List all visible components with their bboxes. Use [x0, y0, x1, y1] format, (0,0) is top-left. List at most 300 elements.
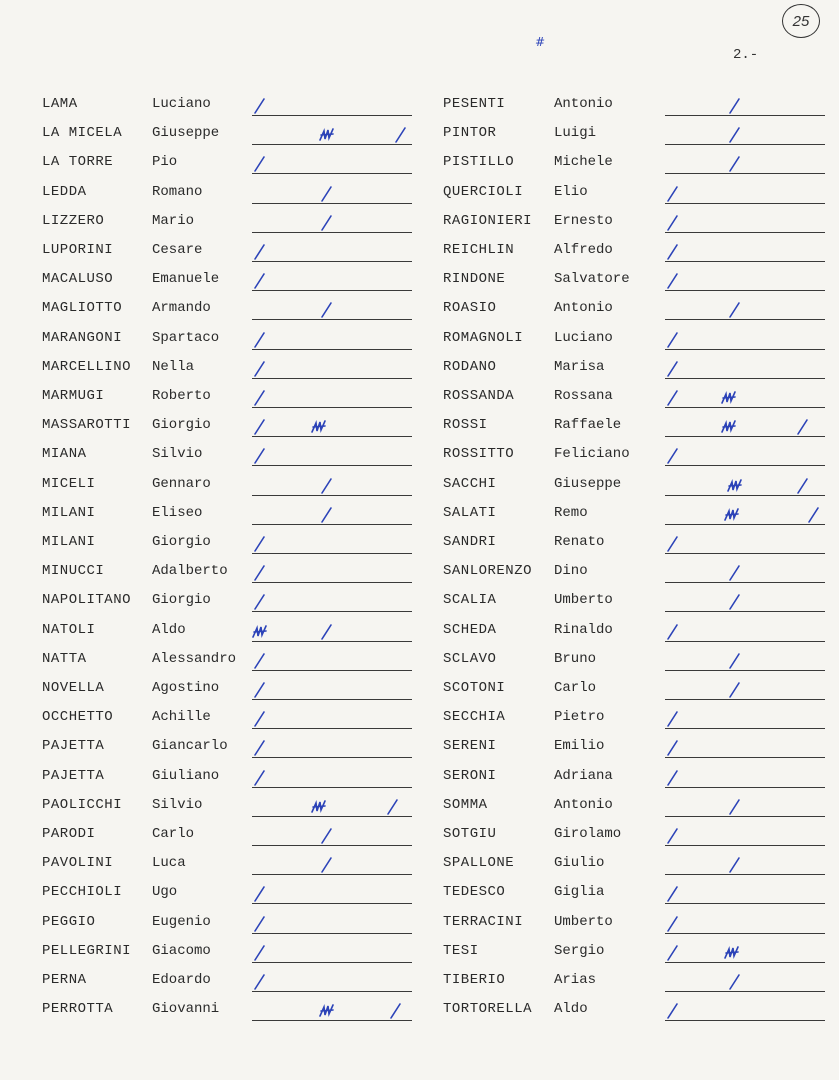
list-item — [42, 207, 442, 236]
surname: RODANO — [443, 358, 497, 375]
surname: SANLORENZO — [443, 563, 533, 580]
surname: ROASIO — [443, 300, 497, 317]
surname: SERONI — [443, 767, 497, 784]
list-item — [42, 148, 442, 177]
scribble-mark-icon — [724, 943, 740, 963]
list-item — [443, 499, 839, 528]
scribble-mark-icon — [727, 476, 743, 496]
surname: ROSSITTO — [443, 446, 515, 463]
list-item — [443, 265, 839, 294]
check-mark-icon — [252, 388, 268, 408]
given-name: Luciano — [554, 329, 613, 346]
check-mark-icon — [252, 680, 268, 700]
circled-page-number: 25 — [782, 4, 820, 38]
check-mark-icon — [319, 826, 335, 846]
list-item — [42, 265, 442, 294]
list-item — [443, 528, 839, 557]
check-mark-icon — [665, 330, 681, 350]
surname: PECCHIOLI — [42, 884, 123, 901]
signature-line — [665, 787, 825, 788]
surname: NAPOLITANO — [42, 592, 132, 609]
check-mark-icon — [727, 680, 743, 700]
surname: PAOLICCHI — [42, 796, 123, 813]
check-mark-icon — [252, 738, 268, 758]
scribble-mark-icon — [319, 125, 335, 145]
surname: SCOTONI — [443, 680, 506, 696]
scribble-mark-icon — [311, 417, 327, 437]
surname: PELLEGRINI — [42, 942, 132, 959]
signature-line — [665, 874, 825, 875]
surname: PISTILLO — [443, 154, 515, 171]
scribble-mark-icon — [252, 622, 268, 642]
signature-line — [252, 933, 412, 934]
list-item — [443, 791, 839, 820]
check-mark-icon — [252, 271, 268, 291]
check-mark-icon — [252, 330, 268, 350]
surname: PARODI — [42, 826, 96, 842]
signature-line — [252, 261, 412, 262]
signature-line — [252, 903, 412, 904]
given-name: Giuseppe — [554, 475, 622, 492]
list-item — [443, 908, 839, 937]
check-mark-icon — [727, 972, 743, 992]
given-name: Giuliano — [152, 767, 220, 784]
check-mark-icon — [727, 300, 743, 320]
check-mark-icon — [665, 184, 681, 204]
check-mark-icon — [665, 943, 681, 963]
check-mark-icon — [665, 1001, 681, 1021]
surname: SOMMA — [443, 796, 488, 813]
given-name: Antonio — [554, 796, 613, 813]
list-item — [42, 791, 442, 820]
surname: MAGLIOTTO — [42, 300, 123, 317]
check-mark-icon — [727, 855, 743, 875]
check-mark-icon — [252, 709, 268, 729]
check-mark-icon — [727, 96, 743, 116]
list-item — [443, 703, 839, 732]
given-name: Dino — [554, 563, 588, 580]
signature-line — [665, 553, 825, 554]
given-name: Sergio — [554, 942, 605, 959]
surname: MILANI — [42, 534, 96, 550]
list-item — [42, 528, 442, 557]
given-name: Feliciano — [554, 446, 630, 463]
surname: SANDRI — [443, 534, 497, 550]
list-item — [42, 908, 442, 937]
ink-note: # — [535, 35, 546, 49]
list-item — [443, 937, 839, 966]
given-name: Rinaldo — [554, 621, 613, 638]
given-name: Carlo — [152, 826, 195, 842]
signature-line — [665, 203, 825, 204]
surname: NATTA — [42, 650, 87, 667]
check-mark-icon — [665, 242, 681, 262]
check-mark-icon — [385, 797, 401, 817]
given-name: Aldo — [554, 1001, 588, 1018]
surname: LA MICELA — [42, 125, 123, 142]
list-item — [42, 499, 442, 528]
given-name: Silvio — [152, 446, 203, 463]
check-mark-icon — [388, 1001, 404, 1021]
check-mark-icon — [665, 738, 681, 758]
given-name: Salvatore — [554, 271, 630, 288]
given-name: Silvio — [152, 796, 203, 813]
surname: TERRACINI — [443, 913, 524, 930]
given-name: Edoardo — [152, 972, 211, 988]
check-mark-icon — [252, 972, 268, 992]
given-name: Arias — [554, 972, 597, 988]
given-name: Gennaro — [152, 475, 211, 492]
signature-line — [665, 1020, 825, 1021]
surname: TIBERIO — [443, 972, 506, 988]
signature-line — [665, 173, 825, 174]
surname: MARMUGI — [42, 388, 105, 404]
check-mark-icon — [795, 417, 811, 437]
surname: SECCHIA — [443, 709, 506, 726]
check-mark-icon — [665, 914, 681, 934]
check-mark-icon — [665, 213, 681, 233]
given-name: Giovanni — [152, 1001, 220, 1018]
surname: PERNA — [42, 972, 87, 988]
given-name: Carlo — [554, 680, 597, 696]
surname: TESI — [443, 942, 479, 959]
signature-line — [252, 465, 412, 466]
list-item — [443, 966, 839, 995]
list-item — [42, 995, 442, 1024]
given-name: Roberto — [152, 388, 211, 404]
given-name: Mario — [152, 212, 195, 229]
list-item — [443, 645, 839, 674]
check-mark-icon — [319, 300, 335, 320]
given-name: Cesare — [152, 242, 203, 258]
given-name: Pio — [152, 154, 178, 171]
check-mark-icon — [252, 914, 268, 934]
check-mark-icon — [252, 592, 268, 612]
list-item — [42, 294, 442, 323]
signature-line — [665, 582, 825, 583]
list-item — [42, 849, 442, 878]
signature-line — [252, 757, 412, 758]
surname: NATOLI — [42, 621, 96, 638]
signature-line — [252, 699, 412, 700]
signature-line — [252, 436, 412, 437]
surname: LA TORRE — [42, 154, 114, 171]
list-item — [42, 966, 442, 995]
signature-line — [665, 670, 825, 671]
signature-line — [665, 933, 825, 934]
signature-line — [252, 991, 412, 992]
list-item — [42, 762, 442, 791]
surname: RAGIONIERI — [443, 212, 533, 229]
signature-line — [665, 261, 825, 262]
given-name: Emilio — [554, 738, 605, 755]
check-mark-icon — [252, 563, 268, 583]
list-item — [443, 324, 839, 353]
check-mark-icon — [806, 505, 822, 525]
signature-line — [252, 407, 412, 408]
list-item — [42, 411, 442, 440]
given-name: Marisa — [554, 358, 605, 375]
signature-line — [252, 290, 412, 291]
signature-line — [665, 319, 825, 320]
check-mark-icon — [319, 184, 335, 204]
surname: SCLAVO — [443, 650, 497, 667]
signature-line — [665, 290, 825, 291]
surname: PINTOR — [443, 125, 497, 142]
given-name: Antonio — [554, 300, 613, 317]
given-name: Emanuele — [152, 271, 220, 288]
check-mark-icon — [727, 592, 743, 612]
signature-line — [252, 670, 412, 671]
given-name: Umberto — [554, 592, 613, 609]
given-name: Renato — [554, 534, 605, 550]
surname: MARCELLINO — [42, 358, 132, 375]
surname: ROSSI — [443, 417, 488, 434]
page-number: 2.- — [733, 47, 759, 63]
given-name: Armando — [152, 300, 211, 317]
given-name: Spartaco — [152, 329, 220, 346]
given-name: Rossana — [554, 388, 613, 404]
list-item — [443, 820, 839, 849]
signature-line — [665, 845, 825, 846]
surname: TORTORELLA — [443, 1001, 533, 1018]
surname: REICHLIN — [443, 242, 515, 258]
surname: SALATI — [443, 504, 497, 521]
signature-line — [665, 903, 825, 904]
check-mark-icon — [319, 622, 335, 642]
list-item — [443, 674, 839, 703]
signature-line — [252, 728, 412, 729]
surname: SCALIA — [443, 592, 497, 609]
signature-line — [252, 962, 412, 963]
surname: NOVELLA — [42, 680, 105, 696]
given-name: Giorgio — [152, 592, 211, 609]
given-name: Aldo — [152, 621, 186, 638]
check-mark-icon — [393, 125, 409, 145]
surname: MACALUSO — [42, 271, 114, 288]
signature-line — [665, 641, 825, 642]
signature-line — [252, 115, 412, 116]
surname: RINDONE — [443, 271, 506, 288]
signature-line — [665, 407, 825, 408]
given-name: Achille — [152, 709, 211, 726]
list-item — [42, 382, 442, 411]
list-item — [443, 616, 839, 645]
check-mark-icon — [665, 271, 681, 291]
surname: QUERCIOLI — [443, 183, 524, 200]
surname: MILANI — [42, 504, 96, 521]
list-item — [42, 90, 442, 119]
list-item — [42, 586, 442, 615]
list-item — [42, 703, 442, 732]
list-item — [443, 178, 839, 207]
surname: SCHEDA — [443, 621, 497, 638]
given-name: Umberto — [554, 913, 613, 930]
given-name: Agostino — [152, 680, 220, 696]
check-mark-icon — [665, 709, 681, 729]
given-name: Giancarlo — [152, 738, 228, 755]
list-item — [443, 382, 839, 411]
check-mark-icon — [252, 359, 268, 379]
list-item — [443, 294, 839, 323]
check-mark-icon — [727, 651, 743, 671]
signature-line — [665, 728, 825, 729]
given-name: Giorgio — [152, 534, 211, 550]
signature-line — [665, 962, 825, 963]
given-name: Remo — [554, 504, 588, 521]
list-item — [42, 353, 442, 382]
signature-line — [665, 991, 825, 992]
check-mark-icon — [727, 154, 743, 174]
signature-line — [252, 378, 412, 379]
given-name: Giulio — [554, 855, 605, 872]
given-name: Luciano — [152, 96, 211, 112]
surname: PAJETTA — [42, 738, 105, 755]
surname: PEGGIO — [42, 913, 96, 930]
signature-line — [252, 173, 412, 174]
surname: MICELI — [42, 475, 96, 492]
given-name: Alfredo — [554, 242, 613, 258]
signature-line — [252, 611, 412, 612]
list-item — [42, 236, 442, 265]
check-mark-icon — [727, 563, 743, 583]
list-item — [443, 762, 839, 791]
list-item — [443, 90, 839, 119]
list-item — [42, 616, 442, 645]
given-name: Luigi — [554, 125, 597, 142]
signature-line — [665, 524, 825, 525]
signature-line — [665, 115, 825, 116]
given-name: Eugenio — [152, 913, 211, 930]
signature-line — [665, 465, 825, 466]
list-item — [42, 557, 442, 586]
check-mark-icon — [252, 943, 268, 963]
check-mark-icon — [252, 446, 268, 466]
scribble-mark-icon — [319, 1001, 335, 1021]
given-name: Alessandro — [152, 650, 237, 667]
signature-line — [665, 699, 825, 700]
list-item — [42, 820, 442, 849]
list-item — [443, 207, 839, 236]
check-mark-icon — [319, 505, 335, 525]
surname: MINUCCI — [42, 563, 105, 580]
signature-line — [665, 611, 825, 612]
given-name: Adriana — [554, 767, 613, 784]
check-mark-icon — [319, 476, 335, 496]
signature-line — [665, 144, 825, 145]
scribble-mark-icon — [721, 417, 737, 437]
given-name: Luca — [152, 855, 186, 872]
given-name: Giglia — [554, 884, 605, 901]
signature-line — [252, 349, 412, 350]
list-item — [42, 878, 442, 907]
list-item — [443, 557, 839, 586]
surname: SPALLONE — [443, 855, 515, 872]
given-name: Elio — [554, 183, 588, 200]
signature-line — [665, 816, 825, 817]
surname: ROMAGNOLI — [443, 329, 524, 346]
check-mark-icon — [319, 855, 335, 875]
surname: LAMA — [42, 96, 78, 112]
check-mark-icon — [252, 154, 268, 174]
list-item — [443, 995, 839, 1024]
given-name: Nella — [152, 358, 195, 375]
surname: SOTGIU — [443, 826, 497, 842]
scribble-mark-icon — [721, 388, 737, 408]
signature-line — [252, 787, 412, 788]
check-mark-icon — [665, 446, 681, 466]
surname: MASSAROTTI — [42, 417, 132, 434]
given-name: Michele — [554, 154, 613, 171]
scribble-mark-icon — [724, 505, 740, 525]
list-item — [42, 732, 442, 761]
check-mark-icon — [665, 359, 681, 379]
surname: PESENTI — [443, 96, 506, 112]
given-name: Antonio — [554, 96, 613, 112]
signature-line — [665, 757, 825, 758]
check-mark-icon — [252, 242, 268, 262]
list-item — [443, 732, 839, 761]
check-mark-icon — [252, 534, 268, 554]
check-mark-icon — [252, 417, 268, 437]
surname: LEDDA — [42, 183, 87, 200]
given-name: Ugo — [152, 884, 178, 901]
given-name: Ernesto — [554, 212, 613, 229]
scribble-mark-icon — [311, 797, 327, 817]
list-item — [42, 440, 442, 469]
check-mark-icon — [665, 534, 681, 554]
given-name: Adalberto — [152, 563, 228, 580]
list-item — [42, 674, 442, 703]
given-name: Giacomo — [152, 942, 211, 959]
list-item — [443, 411, 839, 440]
given-name: Giuseppe — [152, 125, 220, 142]
list-item — [42, 470, 442, 499]
check-mark-icon — [795, 476, 811, 496]
surname: SERENI — [443, 738, 497, 755]
list-item — [443, 586, 839, 615]
surname: LUPORINI — [42, 242, 114, 258]
signature-line — [252, 553, 412, 554]
signature-line — [252, 582, 412, 583]
given-name: Giorgio — [152, 417, 211, 434]
surname: SACCHI — [443, 475, 497, 492]
given-name: Raffaele — [554, 417, 622, 434]
surname: MARANGONI — [42, 329, 123, 346]
list-item — [443, 119, 839, 148]
list-item — [42, 178, 442, 207]
list-item — [443, 148, 839, 177]
check-mark-icon — [252, 96, 268, 116]
list-item — [42, 645, 442, 674]
check-mark-icon — [727, 125, 743, 145]
surname: MIANA — [42, 446, 87, 463]
check-mark-icon — [252, 651, 268, 671]
list-item — [42, 119, 442, 148]
check-mark-icon — [252, 884, 268, 904]
list-item — [443, 849, 839, 878]
surname: ROSSANDA — [443, 388, 515, 404]
signature-line — [665, 378, 825, 379]
list-item — [42, 937, 442, 966]
surname: OCCHETTO — [42, 709, 114, 726]
given-name: Bruno — [554, 650, 597, 667]
given-name: Pietro — [554, 709, 605, 726]
check-mark-icon — [252, 768, 268, 788]
given-name: Girolamo — [554, 826, 622, 842]
given-name: Eliseo — [152, 504, 203, 521]
list-item — [443, 440, 839, 469]
